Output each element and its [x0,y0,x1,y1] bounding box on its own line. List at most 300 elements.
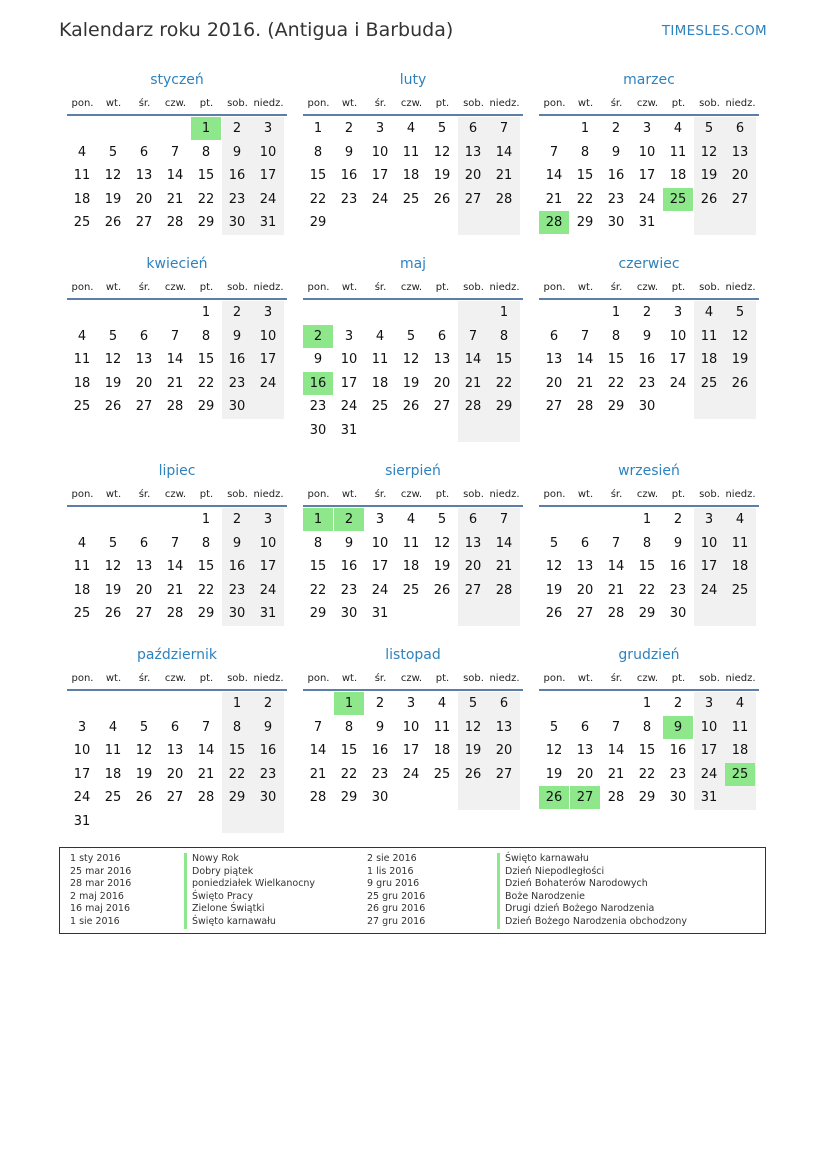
holiday-legend [59,847,766,934]
weekday-header: sob. [463,489,484,500]
day-cell: 24 [259,191,277,207]
weekday-header: czw. [164,282,187,293]
day-cell: 20 [464,168,482,183]
day-cell: 1 [642,512,652,527]
day-cell: 22 [576,191,594,207]
weekday-header: czw. [164,489,187,500]
day-cell: 13 [135,352,153,367]
day-cell: 22 [197,375,215,391]
day-cell: 10 [259,328,277,344]
day-cell: 24 [371,191,389,207]
day-cell: 26 [545,606,563,621]
day-cell: 16 [669,559,687,574]
day-cell: 13 [731,144,749,160]
legend-color-marker [184,903,187,916]
month-name: październik [137,647,217,663]
day-cell: 24 [259,582,277,598]
day-cell: 23 [669,766,687,782]
header-rule [539,689,759,691]
day-cell: 26 [433,191,451,207]
day-cell: 28 [495,582,513,598]
day-cell: 13 [576,559,594,574]
weekday-header: pon. [307,673,330,684]
month-block [67,647,287,832]
day-cell: 28 [166,215,184,230]
weekday-header: wt. [105,98,122,109]
day-cell: 17 [340,375,358,391]
day-cell: 4 [704,305,714,320]
legend-color-marker [497,878,500,891]
header-rule [67,298,287,300]
day-cell: 26 [135,790,153,805]
day-cell: 14 [495,535,513,551]
day-cell: 21 [197,766,215,782]
day-cell: 1 [201,305,211,320]
legend-date: 2 sie 2016 [367,853,417,864]
day-cell: 1 [611,305,621,320]
day-cell: 29 [576,215,594,230]
day-cell: 7 [170,144,180,160]
day-cell: 23 [340,191,358,207]
day-cell: 10 [340,352,358,367]
header-rule [67,505,287,507]
day-cell: 5 [468,696,478,711]
weekday-header: niedz. [253,98,284,109]
weekday-header: pt. [199,98,214,109]
day-cell: 8 [642,719,652,735]
day-cell: 27 [464,191,482,207]
day-cell: 4 [735,696,745,711]
day-cell: 2 [375,696,385,711]
weekday-header: wt. [341,673,358,684]
day-cell: 10 [638,144,656,160]
day-cell: 23 [607,191,625,207]
weekday-header: czw. [400,282,423,293]
day-cell: 25 [731,582,749,598]
day-cell: 27 [731,191,749,207]
weekday-header: wt. [341,282,358,293]
weekday-header: śr. [610,282,623,293]
day-cell: 23 [371,766,389,782]
day-cell: 6 [139,535,149,551]
day-cell: 22 [638,582,656,598]
day-cell: 26 [433,582,451,598]
day-cell: 31 [700,790,718,805]
day-cell: 18 [700,352,718,367]
day-cell: 17 [259,352,277,367]
day-cell: 22 [197,582,215,598]
day-cell: 16 [340,559,358,574]
day-cell: 15 [638,559,656,574]
day-cell: 24 [700,582,718,598]
day-cell: 4 [77,144,87,160]
day-cell: 13 [166,743,184,758]
weekday-header: niedz. [489,282,520,293]
legend-color-marker [184,878,187,891]
legend-color-marker [184,916,187,929]
day-cell: 13 [495,719,513,735]
day-cell: 14 [197,743,215,758]
day-cell: 14 [464,352,482,367]
month-name: luty [399,72,427,88]
day-cell: 29 [340,790,358,805]
legend-date: 25 gru 2016 [367,890,426,902]
weekday-header: niedz. [725,282,756,293]
day-cell: 19 [104,375,122,391]
weekday-header: śr. [138,673,151,684]
day-cell: 3 [406,696,416,711]
day-cell: 2 [232,305,242,320]
day-cell: 16 [371,743,389,758]
day-cell: 22 [495,375,513,391]
day-cell: 15 [607,352,625,367]
holiday-day-cell: 1 [303,508,333,531]
weekday-header: wt. [341,489,358,500]
day-cell: 11 [104,743,122,758]
day-cell: 11 [402,144,420,160]
day-cell: 28 [495,191,513,207]
day-cell: 25 [700,375,718,391]
day-cell: 2 [232,512,242,527]
day-cell: 6 [580,719,590,735]
header-rule [67,114,287,116]
day-cell: 12 [104,352,122,367]
weekday-header: pt. [199,282,214,293]
day-cell: 23 [259,766,277,782]
day-cell: 5 [108,328,118,344]
weekday-header: pt. [671,282,686,293]
day-cell: 18 [433,743,451,758]
legend-color-marker [184,866,187,879]
day-cell: 24 [669,375,687,391]
holiday-day-cell: 1 [334,692,364,715]
day-cell: 3 [642,121,652,136]
weekday-header: czw. [400,673,423,684]
day-cell: 6 [499,696,509,711]
day-cell: 24 [700,766,718,782]
day-cell: 22 [340,766,358,782]
weekday-header: niedz. [489,673,520,684]
day-cell: 25 [104,790,122,805]
day-cell: 30 [669,790,687,805]
weekday-header: pon. [307,98,330,109]
day-cell: 17 [669,352,687,367]
weekday-header: wt. [577,489,594,500]
day-cell: 23 [309,399,327,414]
legend-color-marker [497,866,500,879]
day-cell: 26 [700,191,718,207]
header-rule [67,689,287,691]
day-cell: 14 [607,559,625,574]
day-cell: 30 [228,606,246,621]
day-cell: 14 [607,743,625,758]
day-cell: 14 [166,352,184,367]
legend-holiday-name: Boże Narodzenie [505,890,585,902]
day-cell: 1 [232,696,242,711]
day-cell: 18 [73,582,91,598]
header-rule [303,689,523,691]
weekday-header: pon. [71,98,94,109]
weekday-header: wt. [105,489,122,500]
day-cell: 29 [197,399,215,414]
month-block [67,256,287,441]
weekday-header: pt. [671,673,686,684]
legend-holiday-name: Święto karnawału [192,916,276,927]
day-cell: 2 [263,696,273,711]
day-cell: 6 [549,328,559,344]
day-cell: 9 [232,144,242,160]
day-cell: 15 [228,743,246,758]
day-cell: 7 [468,328,478,344]
legend-date: 9 gru 2016 [367,878,420,890]
legend-color-marker [497,891,500,904]
weekday-header: śr. [610,673,623,684]
weekday-header: niedz. [725,673,756,684]
day-cell: 22 [197,191,215,207]
day-cell: 3 [375,512,385,527]
day-cell: 12 [700,144,718,160]
day-cell: 19 [433,559,451,574]
holiday-day-cell: 1 [191,117,221,140]
weekday-header: pon. [71,673,94,684]
day-cell: 30 [607,215,625,230]
day-cell: 20 [576,766,594,782]
month-name: maj [399,256,427,272]
day-cell: 11 [700,328,718,344]
day-cell: 10 [669,328,687,344]
day-cell: 28 [464,399,482,414]
day-cell: 14 [545,168,563,183]
day-cell: 8 [499,328,509,344]
day-cell: 19 [104,582,122,598]
weekday-header: sob. [463,673,484,684]
day-cell: 19 [731,352,749,367]
day-cell: 6 [437,328,447,344]
weekday-header: niedz. [725,98,756,109]
weekday-header: sob. [699,673,720,684]
day-cell: 4 [375,328,385,344]
day-cell: 4 [406,512,416,527]
month-block [303,647,523,832]
legend-date: 27 gru 2016 [367,916,426,927]
legend-holiday-name: Drugi dzień Bożego Narodzenia [505,903,655,915]
day-cell: 12 [545,743,563,758]
day-cell: 3 [263,512,273,527]
day-cell: 17 [259,559,277,574]
weekday-header: niedz. [253,673,284,684]
day-cell: 14 [576,352,594,367]
day-cell: 15 [197,352,215,367]
day-cell: 8 [201,535,211,551]
weekday-header: pt. [435,282,450,293]
day-cell: 11 [73,559,91,574]
month-name: kwiecień [146,256,208,272]
weekday-header: pon. [307,282,330,293]
day-cell: 11 [73,352,91,367]
weekday-header: sob. [227,282,248,293]
day-cell: 24 [340,399,358,414]
day-cell: 24 [402,766,420,782]
day-cell: 19 [402,375,420,391]
day-cell: 4 [437,696,447,711]
weekday-header: czw. [164,98,187,109]
day-cell: 27 [433,399,451,414]
day-cell: 28 [166,399,184,414]
day-cell: 17 [371,559,389,574]
day-cell: 13 [135,168,153,183]
weekday-header: wt. [105,282,122,293]
legend-date: 26 gru 2016 [367,903,426,915]
day-cell: 12 [104,168,122,183]
day-cell: 13 [464,144,482,160]
weekday-header: pt. [671,489,686,500]
day-cell: 27 [135,399,153,414]
day-cell: 22 [228,766,246,782]
day-cell: 2 [611,121,621,136]
brand-link[interactable]: TIMESLES.COM [661,23,767,39]
legend-holiday-name: Dzień Niepodległości [505,865,605,877]
day-cell: 20 [576,582,594,598]
day-cell: 26 [731,375,749,391]
day-cell: 29 [638,606,656,621]
day-cell: 9 [313,352,323,367]
day-cell: 15 [638,743,656,758]
holiday-day-cell: 27 [570,786,600,809]
day-cell: 21 [576,375,594,391]
month-name: lipiec [158,463,196,479]
legend-holiday-name: Święto Pracy [192,890,253,902]
day-cell: 25 [73,215,91,230]
month-name: listopad [385,647,441,663]
month-block [67,463,287,648]
day-cell: 16 [607,168,625,183]
day-cell: 12 [402,352,420,367]
header-rule [539,505,759,507]
legend-date: 1 sty 2016 [70,853,121,864]
header-rule [303,298,523,300]
legend-color-marker [184,853,187,866]
weekday-header: wt. [577,282,594,293]
day-cell: 14 [166,559,184,574]
weekday-header: czw. [400,98,423,109]
day-cell: 1 [201,512,211,527]
legend-date: 16 maj 2016 [70,903,131,915]
day-cell: 17 [259,168,277,183]
day-cell: 17 [371,168,389,183]
day-cell: 21 [166,375,184,391]
day-cell: 16 [228,352,246,367]
legend-date: 2 maj 2016 [70,890,124,902]
holiday-day-cell: 28 [539,211,569,234]
day-cell: 30 [340,606,358,621]
month-block [539,72,759,257]
day-cell: 4 [77,328,87,344]
legend-date: 25 mar 2016 [70,865,132,877]
day-cell: 29 [197,606,215,621]
day-cell: 26 [464,766,482,782]
day-cell: 1 [313,121,323,136]
day-cell: 16 [638,352,656,367]
header-rule [539,114,759,116]
day-cell: 24 [259,375,277,391]
day-cell: 19 [700,168,718,183]
weekday-header: pt. [199,673,214,684]
day-cell: 6 [735,121,745,136]
day-cell: 30 [309,422,327,438]
weekday-header: wt. [105,673,122,684]
weekday-header: niedz. [253,489,284,500]
day-cell: 13 [135,559,153,574]
day-cell: 28 [309,790,327,805]
day-cell: 9 [611,144,621,160]
day-cell: 11 [371,352,389,367]
month-name: czerwiec [618,256,680,272]
weekday-header: śr. [138,282,151,293]
day-cell: 3 [704,512,714,527]
day-cell: 20 [545,375,563,391]
legend-holiday-name: Dobry piątek [192,865,254,877]
header-rule [539,298,759,300]
day-cell: 27 [545,399,563,414]
day-cell: 2 [344,121,354,136]
day-cell: 6 [580,535,590,551]
weekday-header: wt. [577,673,594,684]
day-cell: 21 [495,559,513,574]
month-name: marzec [623,72,675,88]
day-cell: 17 [638,168,656,183]
day-cell: 11 [731,535,749,551]
day-cell: 29 [309,606,327,621]
day-cell: 21 [464,375,482,391]
day-cell: 5 [735,305,745,320]
holiday-day-cell: 2 [303,325,333,348]
day-cell: 31 [259,215,277,230]
day-cell: 14 [309,743,327,758]
day-cell: 4 [735,512,745,527]
day-cell: 7 [201,719,211,735]
weekday-header: pt. [671,98,686,109]
legend-holiday-name: Święto karnawału [505,853,589,864]
day-cell: 22 [607,375,625,391]
day-cell: 5 [139,719,149,735]
day-cell: 26 [104,606,122,621]
day-cell: 26 [402,399,420,414]
day-cell: 23 [228,191,246,207]
day-cell: 30 [228,215,246,230]
day-cell: 25 [371,399,389,414]
legend-date: 1 sie 2016 [70,916,120,927]
weekday-header: śr. [610,98,623,109]
weekday-header: niedz. [725,489,756,500]
day-cell: 24 [371,582,389,598]
day-cell: 22 [638,766,656,782]
weekday-header: niedz. [489,489,520,500]
day-cell: 11 [731,719,749,735]
weekday-header: pon. [543,489,566,500]
day-cell: 10 [259,144,277,160]
day-cell: 8 [201,144,211,160]
weekday-header: pon. [71,282,94,293]
day-cell: 25 [402,582,420,598]
day-cell: 27 [166,790,184,805]
day-cell: 12 [433,535,451,551]
day-cell: 4 [673,121,683,136]
day-cell: 10 [371,535,389,551]
day-cell: 15 [197,559,215,574]
day-cell: 15 [197,168,215,183]
day-cell: 22 [309,582,327,598]
day-cell: 13 [433,352,451,367]
